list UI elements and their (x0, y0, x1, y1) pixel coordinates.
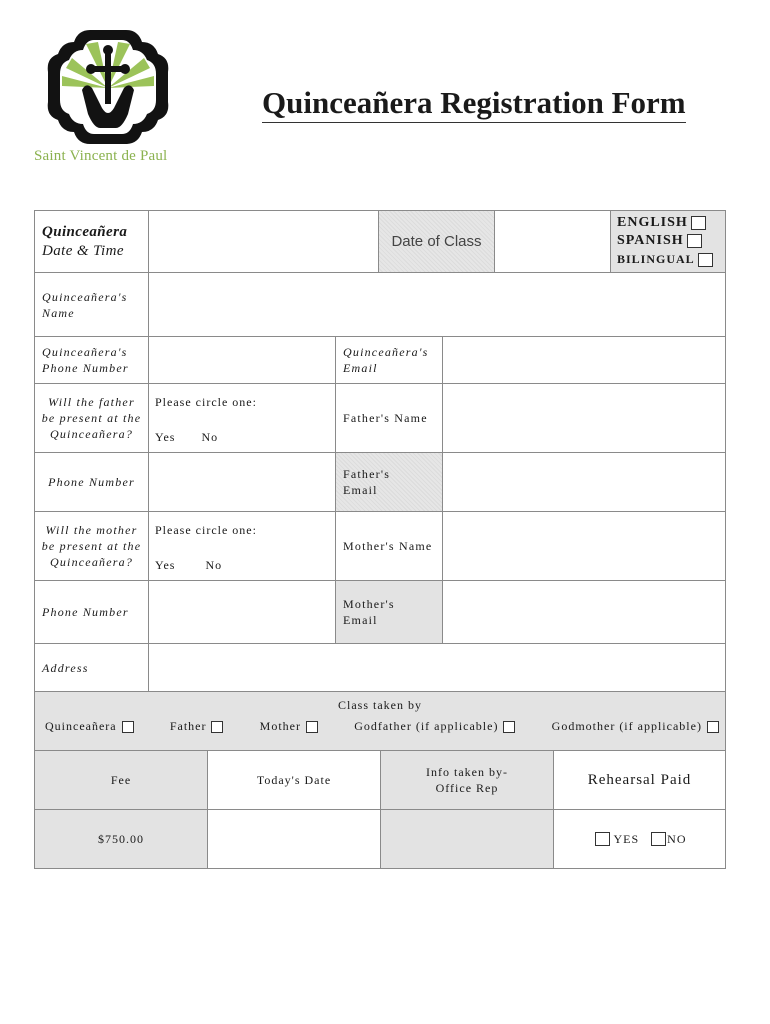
spanish-option (617, 232, 723, 250)
father-present-label-cell (35, 384, 149, 452)
father-circle-instruction: Please circle one: (155, 395, 257, 409)
class-taken-options (35, 713, 725, 734)
date-label-2: Date & Time (42, 242, 124, 259)
mother-present-question: Will the mother be present at the Quinceañera? (41, 523, 142, 569)
english-checkbox[interactable] (691, 216, 706, 230)
name-field[interactable] (149, 273, 725, 336)
class-option-father (170, 718, 224, 734)
mother-present-row (34, 512, 726, 581)
mother-phone-field[interactable] (149, 581, 336, 643)
todays-date-label-cell (208, 751, 381, 809)
phone-label-cell (35, 337, 149, 383)
email-label-cell (336, 337, 443, 383)
mother-email-field[interactable] (443, 581, 725, 643)
father-present-question: Will the father be present at the Quinceañera? (41, 395, 142, 441)
mother-name-field[interactable] (443, 512, 725, 580)
father-name-field[interactable] (443, 384, 725, 452)
email-field[interactable] (443, 337, 725, 383)
date-row (34, 210, 726, 273)
date-time-label-cell (35, 211, 149, 272)
father-no[interactable]: No (201, 430, 219, 444)
class-option-mother (260, 718, 318, 734)
father-contact-row (34, 453, 726, 512)
registration-form (34, 210, 726, 869)
mother-name-label-cell (336, 512, 443, 580)
class-option-quinceanera (45, 718, 134, 734)
language-cell (611, 211, 725, 272)
bilingual-option (617, 250, 723, 268)
date-label-1: Quinceañera (42, 223, 128, 240)
class-option-label: Quinceañera (45, 719, 117, 733)
class-option-label: Father (169, 719, 207, 733)
mother-circle-cell (149, 512, 336, 580)
address-label-cell (35, 644, 149, 691)
class-taken-heading: Class taken by (338, 698, 422, 712)
father-email-label-cell (336, 453, 443, 511)
father-phone-label: Phone Number (48, 475, 135, 489)
mother-email-label-cell (336, 581, 443, 643)
office-rep-field[interactable] (381, 810, 554, 868)
class-option-label: Mother (259, 719, 301, 733)
fee-label-cell (35, 751, 208, 809)
quinceanera-checkbox[interactable] (122, 721, 134, 733)
mother-name-label: Mother's Name (343, 539, 433, 553)
godfather-checkbox[interactable] (503, 721, 515, 733)
mother-yes-no (155, 558, 329, 573)
rehearsal-paid-label: Rehearsal Paid (587, 771, 692, 788)
parish-logo (46, 28, 170, 146)
page-title: Quinceañera Registration Form (262, 84, 686, 123)
father-name-label: Father's Name (343, 411, 428, 425)
bilingual-label: BILINGUAL (617, 252, 695, 266)
father-name-label-cell (336, 384, 443, 452)
mother-yes[interactable]: Yes (155, 558, 176, 572)
mother-contact-row (34, 581, 726, 644)
father-yes-no (155, 430, 329, 445)
spanish-label: SPANISH (617, 233, 684, 248)
phone-email-row (34, 337, 726, 384)
class-option-godfather (354, 718, 515, 734)
date-of-class-label: Date of Class (391, 233, 482, 250)
date-of-class-label-cell (379, 211, 495, 272)
rehearsal-yes-checkbox[interactable] (595, 832, 610, 846)
phone-label: Quinceañera's Phone Number (42, 345, 129, 375)
address-label: Address (42, 660, 89, 675)
date-time-field[interactable] (149, 211, 379, 272)
mother-circle-instruction: Please circle one: (155, 523, 257, 537)
mother-present-label-cell (35, 512, 149, 580)
bilingual-checkbox[interactable] (698, 253, 713, 267)
fee-value-cell (35, 810, 208, 868)
rehearsal-no-label: NO (667, 832, 687, 846)
father-email-field[interactable] (443, 453, 725, 511)
date-of-class-field[interactable] (495, 211, 611, 272)
rehearsal-no-checkbox[interactable] (651, 832, 666, 846)
class-option-godmother (552, 718, 719, 734)
rehearsal-paid-cell (554, 810, 725, 868)
mother-checkbox[interactable] (306, 721, 318, 733)
father-phone-label-cell (35, 453, 149, 511)
name-label: Quinceañera's Name (42, 289, 128, 320)
rehearsal-label-cell (554, 751, 725, 809)
name-label-cell (35, 273, 149, 336)
english-label: ENGLISH (617, 215, 688, 230)
info-taken-label-cell (381, 751, 554, 809)
mother-phone-label: Phone Number (42, 605, 129, 619)
spanish-checkbox[interactable] (687, 234, 702, 248)
mother-email-label: Mother's Email (343, 597, 395, 627)
mother-phone-label-cell (35, 581, 149, 643)
name-row (34, 273, 726, 337)
todays-date-field[interactable] (208, 810, 381, 868)
father-present-row (34, 384, 726, 453)
office-header-row (34, 751, 726, 810)
english-option (617, 214, 723, 232)
father-circle-cell (149, 384, 336, 452)
todays-date-label: Today's Date (256, 773, 332, 787)
address-field[interactable] (149, 644, 725, 691)
father-yes[interactable]: Yes (155, 430, 176, 444)
class-option-label: Godfather (if applicable) (354, 719, 499, 733)
class-option-label: Godmother (if applicable) (551, 719, 702, 733)
info-taken-label-2: Office Rep (435, 781, 499, 795)
phone-field[interactable] (149, 337, 336, 383)
mother-no[interactable]: No (205, 558, 223, 572)
info-taken-label-1: Info taken by- (426, 765, 508, 779)
rehearsal-yes-label: YES (613, 832, 640, 846)
fee-value: $750.00 (98, 832, 144, 846)
father-checkbox[interactable] (211, 721, 223, 733)
father-phone-field[interactable] (149, 453, 336, 511)
office-values-row (34, 810, 726, 869)
father-email-label: Father's Email (343, 467, 391, 497)
email-label: Quinceañera's Email (343, 345, 429, 375)
org-name: Saint Vincent de Paul (34, 148, 168, 164)
class-taken-row (34, 692, 726, 751)
fee-label: Fee (110, 773, 132, 787)
godmother-checkbox[interactable] (707, 721, 719, 733)
address-row (34, 644, 726, 692)
